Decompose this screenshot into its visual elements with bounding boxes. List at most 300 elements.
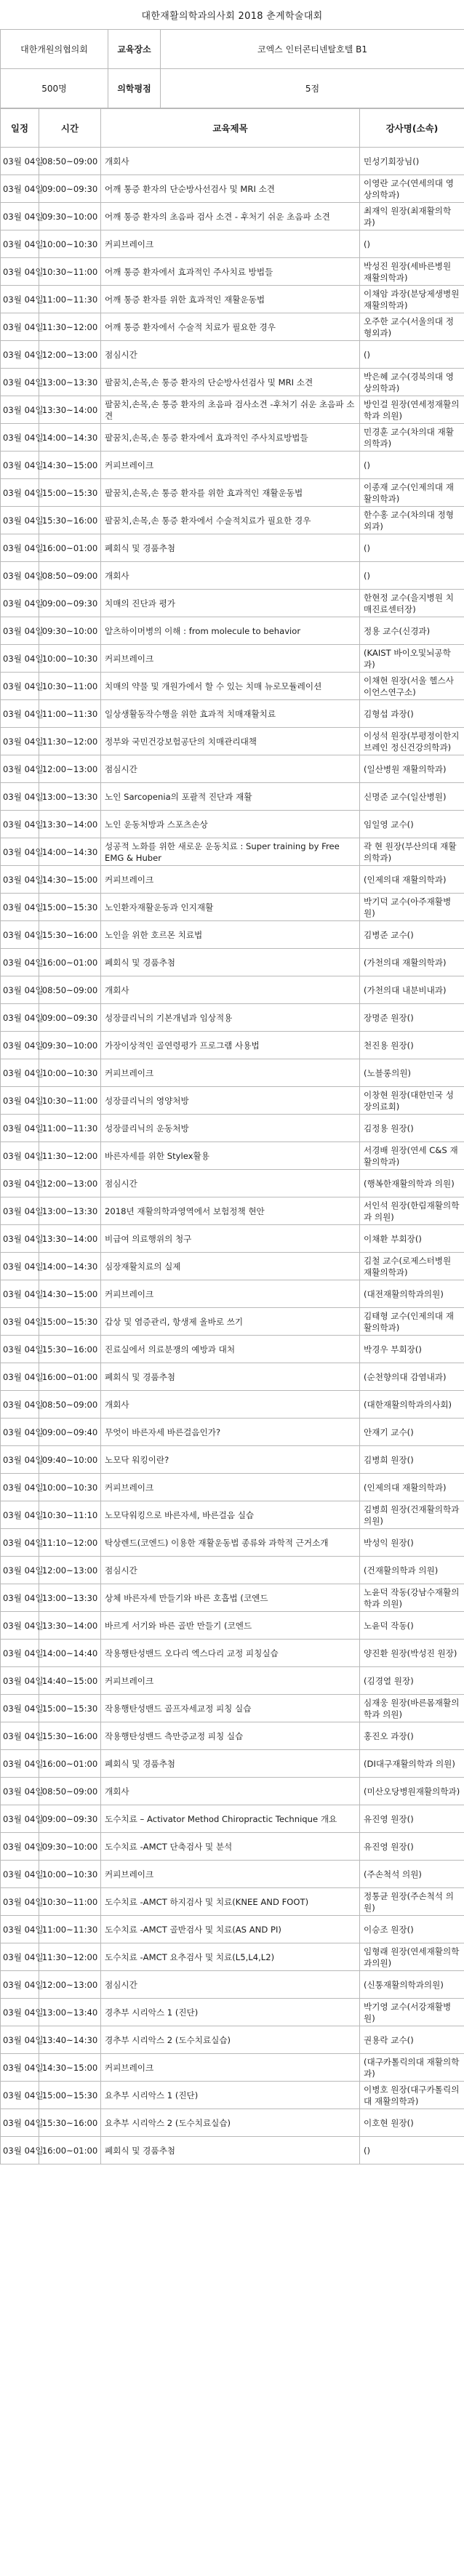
session-date: 03월 04일 xyxy=(1,1833,39,1861)
session-title: 작용행탄성밴드 측만증교정 피칭 실습 xyxy=(101,1722,360,1750)
session-time: 09:40~10:00 xyxy=(39,1446,101,1474)
session-time: 15:00~15:30 xyxy=(39,1308,101,1336)
session-title: 노인 Sarcopenia의 포괄적 진단과 재활 xyxy=(101,783,360,811)
schedule-row xyxy=(1,1695,464,1722)
session-time: 12:00~13:00 xyxy=(39,1557,101,1584)
session-date: 03월 04일 xyxy=(1,894,39,921)
session-speaker: 오주한 교수(서울의대 정형외과) xyxy=(360,313,464,341)
schedule-row xyxy=(1,2137,464,2164)
schedule-row xyxy=(1,230,464,258)
session-time: 16:00~01:00 xyxy=(39,1363,101,1391)
session-title: 심장재활치료의 실제 xyxy=(101,1253,360,1280)
session-time: 13:30~14:00 xyxy=(39,396,101,424)
session-title: 커피브레이크 xyxy=(101,1667,360,1695)
session-date: 03월 04일 xyxy=(1,645,39,673)
credit-label: 의학평점 xyxy=(108,69,161,108)
session-date: 03월 04일 xyxy=(1,534,39,562)
session-title: 도수치료 -AMCT 하지검사 및 치료(KNEE AND FOOT) xyxy=(101,1888,360,1916)
schedule-row xyxy=(1,2054,464,2082)
session-speaker: 안재기 교수() xyxy=(360,1419,464,1446)
session-time: 15:00~15:30 xyxy=(39,894,101,921)
session-date: 03월 04일 xyxy=(1,1087,39,1115)
schedule-row xyxy=(1,1474,464,1501)
session-date: 03월 04일 xyxy=(1,1032,39,1059)
session-date: 03월 04일 xyxy=(1,1336,39,1363)
schedule-table xyxy=(0,108,464,2164)
session-speaker: (가천의대 재활의학과) xyxy=(360,949,464,976)
attendees: 500명 xyxy=(1,69,108,108)
session-time: 12:00~13:00 xyxy=(39,1971,101,1999)
session-title: 개회사 xyxy=(101,148,360,175)
session-speaker: 서경배 원장(연세 C&S 재활의학과) xyxy=(360,1142,464,1170)
session-date: 03월 04일 xyxy=(1,1778,39,1805)
session-title: 정부와 국민건강보험공단의 치매관리대책 xyxy=(101,728,360,755)
session-time: 14:00~14:30 xyxy=(39,424,101,452)
session-time: 13:00~13:30 xyxy=(39,783,101,811)
schedule-row xyxy=(1,1501,464,1529)
session-speaker: 심재웅 원장(바른몸재활의학과 의원) xyxy=(360,1695,464,1722)
session-speaker: 박성진 원장(세바른병원 재활의학과) xyxy=(360,258,464,286)
session-speaker: 이종재 교수(인제의대 재활의학과) xyxy=(360,479,464,507)
session-date: 03월 04일 xyxy=(1,1722,39,1750)
session-date: 03월 04일 xyxy=(1,811,39,838)
session-time: 11:00~11:30 xyxy=(39,1916,101,1943)
session-time: 15:00~15:30 xyxy=(39,2082,101,2109)
session-title: 어깨 통증 환자의 단순방사선검사 및 MRI 소견 xyxy=(101,175,360,203)
schedule-row xyxy=(1,949,464,976)
session-time: 14:30~15:00 xyxy=(39,1280,101,1308)
schedule-row xyxy=(1,1170,464,1197)
session-title: 성공적 노화를 위한 새로운 운동치료 : Super training by Free EMG & Huber xyxy=(101,838,360,866)
session-speaker: () xyxy=(360,2137,464,2164)
session-title: 요추부 시리악스 1 (진단) xyxy=(101,2082,360,2109)
session-speaker: () xyxy=(360,562,464,590)
session-time: 09:30~10:00 xyxy=(39,617,101,645)
session-title: 커피브레이크 xyxy=(101,1861,360,1888)
session-title: 노모닥워킹으로 바른자세, 바른걸음 실습 xyxy=(101,1501,360,1529)
session-speaker: 박경우 부회장() xyxy=(360,1336,464,1363)
session-time: 13:30~14:00 xyxy=(39,1225,101,1253)
session-time: 15:30~16:00 xyxy=(39,1722,101,1750)
schedule-row xyxy=(1,894,464,921)
session-speaker: (일산병원 재활의학과) xyxy=(360,755,464,783)
schedule-row xyxy=(1,175,464,203)
session-title: 커피브레이크 xyxy=(101,645,360,673)
schedule-row xyxy=(1,617,464,645)
session-date: 03월 04일 xyxy=(1,396,39,424)
session-date: 03월 04일 xyxy=(1,1640,39,1667)
session-date: 03월 04일 xyxy=(1,2082,39,2109)
schedule-row xyxy=(1,700,464,728)
session-date: 03월 04일 xyxy=(1,1391,39,1419)
session-speaker: () xyxy=(360,534,464,562)
session-title: 커피브레이크 xyxy=(101,1474,360,1501)
session-time: 10:00~10:30 xyxy=(39,1474,101,1501)
session-time: 09:00~09:40 xyxy=(39,1419,101,1446)
session-title: 경추부 시리악스 1 (진단) xyxy=(101,1999,360,2026)
schedule-row xyxy=(1,1336,464,1363)
session-speaker: (대전재활의학과의원) xyxy=(360,1280,464,1308)
session-title: 무엇이 바른자세 바른걸음인가? xyxy=(101,1419,360,1446)
session-speaker: 노윤덕 작동() xyxy=(360,1612,464,1640)
schedule-row xyxy=(1,1446,464,1474)
session-title: 팔꿈치,손목,손 통증 환자에서 수술적치료가 필요한 경우 xyxy=(101,507,360,534)
session-time: 12:00~13:00 xyxy=(39,1170,101,1197)
session-speaker: 홍진오 과장() xyxy=(360,1722,464,1750)
schedule-row xyxy=(1,783,464,811)
session-date: 03월 04일 xyxy=(1,1197,39,1225)
session-date: 03월 04일 xyxy=(1,1253,39,1280)
session-date: 03월 04일 xyxy=(1,976,39,1004)
session-title: 개회사 xyxy=(101,1391,360,1419)
session-date: 03월 04일 xyxy=(1,148,39,175)
session-speaker: (DI대구재활의학과 의원) xyxy=(360,1750,464,1778)
session-date: 03월 04일 xyxy=(1,258,39,286)
session-time: 10:00~10:30 xyxy=(39,645,101,673)
header-date: 일정 xyxy=(1,109,39,148)
session-time: 11:00~11:30 xyxy=(39,1115,101,1142)
session-time: 10:00~10:30 xyxy=(39,230,101,258)
header-speaker: 강사명(소속) xyxy=(360,109,464,148)
session-speaker: (김경열 원장) xyxy=(360,1667,464,1695)
session-date: 03월 04일 xyxy=(1,1916,39,1943)
session-date: 03월 04일 xyxy=(1,1280,39,1308)
session-date: 03월 04일 xyxy=(1,230,39,258)
session-time: 14:00~14:30 xyxy=(39,1253,101,1280)
session-date: 03월 04일 xyxy=(1,728,39,755)
schedule-row xyxy=(1,534,464,562)
session-title: 상체 바른자세 만들기와 바른 호흡법 (코엔드 xyxy=(101,1584,360,1612)
session-time: 10:30~11:10 xyxy=(39,1501,101,1529)
session-speaker: 김병희 원장(건재활의학과 의원) xyxy=(360,1501,464,1529)
session-time: 15:30~16:00 xyxy=(39,507,101,534)
session-speaker: 정통균 원장(주손척석 의원) xyxy=(360,1888,464,1916)
session-speaker: 이채현 원장(서울 헬스사이언스연구소) xyxy=(360,673,464,700)
session-title: 요추부 시리악스 2 (도수치료실습) xyxy=(101,2109,360,2137)
session-title: 노인환자재활운동과 인지재활 xyxy=(101,894,360,921)
session-title: 개회사 xyxy=(101,976,360,1004)
session-date: 03월 04일 xyxy=(1,203,39,230)
schedule-row xyxy=(1,1253,464,1280)
schedule-row xyxy=(1,369,464,396)
session-title: 커피브레이크 xyxy=(101,1280,360,1308)
schedule-header-row xyxy=(1,109,464,148)
schedule-row xyxy=(1,2026,464,2054)
session-title: 성장클리닉의 기본개념과 임상적용 xyxy=(101,1004,360,1032)
session-title: 점심시간 xyxy=(101,1170,360,1197)
session-time: 13:00~13:30 xyxy=(39,1584,101,1612)
session-speaker: 김철 교수(로제스터병원 재활의학과) xyxy=(360,1253,464,1280)
session-time: 16:00~01:00 xyxy=(39,2137,101,2164)
session-speaker: 박기영 교수(서강재활병원) xyxy=(360,1999,464,2026)
session-time: 16:00~01:00 xyxy=(39,534,101,562)
session-title: 노모닥 워킹이란? xyxy=(101,1446,360,1474)
session-time: 08:50~09:00 xyxy=(39,1778,101,1805)
session-speaker: 천진용 원장() xyxy=(360,1032,464,1059)
schedule-row xyxy=(1,673,464,700)
session-title: 갑상 및 염증관리, 항생제 올바로 쓰기 xyxy=(101,1308,360,1336)
session-date: 03월 04일 xyxy=(1,286,39,313)
session-speaker: 김태형 교수(인제의대 재활의학과) xyxy=(360,1308,464,1336)
session-date: 03월 04일 xyxy=(1,1943,39,1971)
session-title: 일상생활동작수행을 위한 효과적 치매재활치료 xyxy=(101,700,360,728)
session-speaker: 이채암 과장(분당제생병원 재활의학과) xyxy=(360,286,464,313)
session-time: 12:00~13:00 xyxy=(39,341,101,369)
session-speaker: (대구카톨릭의대 재활의학과) xyxy=(360,2054,464,2082)
session-date: 03월 04일 xyxy=(1,1474,39,1501)
session-title: 폐회식 및 경품추첨 xyxy=(101,949,360,976)
session-date: 03월 04일 xyxy=(1,1529,39,1557)
organizer: 대한개원의협의회 xyxy=(1,30,108,69)
session-title: 폐회식 및 경품추첨 xyxy=(101,2137,360,2164)
schedule-row xyxy=(1,1888,464,1916)
session-title: 커피브레이크 xyxy=(101,452,360,479)
session-title: 점심시간 xyxy=(101,1557,360,1584)
session-time: 11:00~11:30 xyxy=(39,700,101,728)
session-date: 03월 04일 xyxy=(1,1612,39,1640)
session-time: 14:00~14:40 xyxy=(39,1640,101,1667)
session-title: 팔꿈치,손목,손 통증 환자의 초음파 검사소견 -후처기 쉬운 초음파 소견 xyxy=(101,396,360,424)
session-speaker: 정용 교수(신경과) xyxy=(360,617,464,645)
session-time: 11:30~12:00 xyxy=(39,728,101,755)
schedule-row xyxy=(1,479,464,507)
schedule-row xyxy=(1,1363,464,1391)
schedule-row xyxy=(1,1419,464,1446)
session-date: 03월 04일 xyxy=(1,617,39,645)
session-time: 10:30~11:00 xyxy=(39,258,101,286)
session-date: 03월 04일 xyxy=(1,1059,39,1087)
session-date: 03월 04일 xyxy=(1,1446,39,1474)
schedule-row xyxy=(1,286,464,313)
session-time: 13:00~13:30 xyxy=(39,369,101,396)
schedule-row xyxy=(1,1142,464,1170)
session-title: 경추부 시리악스 2 (도수치료실습) xyxy=(101,2026,360,2054)
session-date: 03월 04일 xyxy=(1,1999,39,2026)
session-date: 03월 04일 xyxy=(1,590,39,617)
schedule-row xyxy=(1,1833,464,1861)
session-title: 도수치료 -AMCT 골반검사 및 치료(AS AND PI) xyxy=(101,1916,360,1943)
schedule-row xyxy=(1,1943,464,1971)
venue: 코엑스 인터콘티넨탈호텔 B1 xyxy=(161,30,464,69)
session-time: 15:30~16:00 xyxy=(39,921,101,949)
session-title: 2018년 재활의학과영역에서 보험정책 현안 xyxy=(101,1197,360,1225)
session-time: 15:30~16:00 xyxy=(39,2109,101,2137)
session-title: 개회사 xyxy=(101,1778,360,1805)
session-time: 09:00~09:30 xyxy=(39,1805,101,1833)
schedule-row xyxy=(1,507,464,534)
session-speaker: (노블롱의원) xyxy=(360,1059,464,1087)
session-speaker: (신통재활의학과의원) xyxy=(360,1971,464,1999)
schedule-row xyxy=(1,562,464,590)
schedule-row xyxy=(1,1722,464,1750)
session-time: 08:50~09:00 xyxy=(39,1391,101,1419)
venue-label: 교육장소 xyxy=(108,30,161,69)
schedule-row xyxy=(1,1612,464,1640)
session-time: 16:00~01:00 xyxy=(39,1750,101,1778)
event-info-table xyxy=(0,29,464,108)
schedule-row xyxy=(1,1999,464,2026)
schedule-row xyxy=(1,728,464,755)
schedule-row xyxy=(1,1059,464,1087)
session-time: 10:30~11:00 xyxy=(39,1888,101,1916)
schedule-row xyxy=(1,976,464,1004)
session-time: 15:00~15:30 xyxy=(39,1695,101,1722)
session-speaker: 한현정 교수(을지병원 치매진료센터장) xyxy=(360,590,464,617)
session-speaker: (순천향의대 감염내과) xyxy=(360,1363,464,1391)
session-time: 13:30~14:00 xyxy=(39,811,101,838)
session-time: 14:30~15:00 xyxy=(39,2054,101,2082)
session-title: 진료실에서 의료분쟁의 예방과 대처 xyxy=(101,1336,360,1363)
session-speaker: (인제의대 재활의학과) xyxy=(360,1474,464,1501)
session-speaker: 김병준 교수() xyxy=(360,921,464,949)
session-speaker: () xyxy=(360,341,464,369)
session-title: 팔꿈치,손목,손 통증 환자를 위한 효과적인 재활운동법 xyxy=(101,479,360,507)
schedule-row xyxy=(1,1529,464,1557)
session-title: 치매의 약물 및 개원가에서 할 수 있는 치매 뉴로모듈레이션 xyxy=(101,673,360,700)
session-date: 03월 04일 xyxy=(1,562,39,590)
session-speaker: 박기덕 교수(아주재활병원) xyxy=(360,894,464,921)
schedule-row xyxy=(1,313,464,341)
schedule-row xyxy=(1,1087,464,1115)
schedule-row xyxy=(1,1805,464,1833)
session-title: 폐회식 및 경품추첨 xyxy=(101,1363,360,1391)
session-date: 03월 04일 xyxy=(1,1142,39,1170)
session-speaker: 장명준 원장() xyxy=(360,1004,464,1032)
session-date: 03월 04일 xyxy=(1,507,39,534)
session-time: 09:00~09:30 xyxy=(39,1004,101,1032)
session-speaker: 김병희 원장() xyxy=(360,1446,464,1474)
session-time: 10:00~10:30 xyxy=(39,1059,101,1087)
session-time: 11:30~12:00 xyxy=(39,1943,101,1971)
session-time: 13:00~13:40 xyxy=(39,1999,101,2026)
schedule-row xyxy=(1,1667,464,1695)
schedule-row xyxy=(1,1916,464,1943)
session-date: 03월 04일 xyxy=(1,1115,39,1142)
session-speaker: 방인걸 원장(연세정재활의학과 의원) xyxy=(360,396,464,424)
session-time: 14:30~15:00 xyxy=(39,452,101,479)
session-date: 03월 04일 xyxy=(1,1004,39,1032)
schedule-row xyxy=(1,1115,464,1142)
session-speaker: () xyxy=(360,452,464,479)
schedule-row xyxy=(1,1861,464,1888)
schedule-row xyxy=(1,452,464,479)
session-speaker: (건재활의학과 의원) xyxy=(360,1557,464,1584)
session-date: 03월 04일 xyxy=(1,341,39,369)
session-title: 노인 운동처방과 스포츠손상 xyxy=(101,811,360,838)
session-time: 16:00~01:00 xyxy=(39,949,101,976)
session-time: 10:30~11:00 xyxy=(39,1087,101,1115)
session-time: 09:00~09:30 xyxy=(39,175,101,203)
session-title: 치매의 진단과 평가 xyxy=(101,590,360,617)
session-speaker: 박성익 원장() xyxy=(360,1529,464,1557)
header-title: 교육제목 xyxy=(101,109,360,148)
session-title: 작용행탄성밴드 오다리 엑스다리 교정 피칭실습 xyxy=(101,1640,360,1667)
session-speaker: 김형섭 과장() xyxy=(360,700,464,728)
session-time: 09:30~10:00 xyxy=(39,1833,101,1861)
schedule-row xyxy=(1,1280,464,1308)
session-speaker: 이창현 원장(대한민국 성장의료회) xyxy=(360,1087,464,1115)
session-speaker: 노윤덕 작동(강남수재활의학과 의원) xyxy=(360,1584,464,1612)
session-date: 03월 04일 xyxy=(1,2054,39,2082)
session-title: 도수치료 -AMCT 단축검사 및 분석 xyxy=(101,1833,360,1861)
session-title: 커피브레이크 xyxy=(101,230,360,258)
session-date: 03월 04일 xyxy=(1,949,39,976)
session-time: 11:00~11:30 xyxy=(39,286,101,313)
session-speaker: 유진영 원장() xyxy=(360,1833,464,1861)
schedule-row xyxy=(1,1391,464,1419)
schedule-row xyxy=(1,921,464,949)
session-date: 03월 04일 xyxy=(1,1308,39,1336)
schedule-row xyxy=(1,1778,464,1805)
session-title: 알츠하이머병의 이해 : from molecule to behavior xyxy=(101,617,360,645)
session-time: 08:50~09:00 xyxy=(39,562,101,590)
session-date: 03월 04일 xyxy=(1,2137,39,2164)
schedule-row xyxy=(1,203,464,230)
credit: 5점 xyxy=(161,69,464,108)
session-title: 비급여 의료행위의 청구 xyxy=(101,1225,360,1253)
session-date: 03월 04일 xyxy=(1,1667,39,1695)
session-title: 성장클리닉의 운동처방 xyxy=(101,1115,360,1142)
session-date: 03월 04일 xyxy=(1,1225,39,1253)
schedule-row xyxy=(1,1308,464,1336)
session-speaker: 신명준 교수(일산병원) xyxy=(360,783,464,811)
session-title: 성장클리닉의 영양처방 xyxy=(101,1087,360,1115)
session-speaker: (KAIST 바이오및뇌공학과) xyxy=(360,645,464,673)
session-title: 도수치료 -AMCT 요추검사 및 치료(L5,L4,L2) xyxy=(101,1943,360,1971)
session-title: 탁상렌드(코엔드) 이용한 재활운동법 종류와 과학적 근거소개 xyxy=(101,1529,360,1557)
session-time: 08:50~09:00 xyxy=(39,148,101,175)
session-title: 어깨 통증 환자에서 수술적 치료가 필요한 경우 xyxy=(101,313,360,341)
session-time: 15:30~16:00 xyxy=(39,1336,101,1363)
schedule-row xyxy=(1,2082,464,2109)
session-time: 13:00~13:30 xyxy=(39,1197,101,1225)
schedule-row xyxy=(1,1557,464,1584)
session-date: 03월 04일 xyxy=(1,673,39,700)
session-time: 13:40~14:30 xyxy=(39,2026,101,2054)
session-date: 03월 04일 xyxy=(1,2026,39,2054)
schedule-row xyxy=(1,148,464,175)
session-speaker: (주손척석 의원) xyxy=(360,1861,464,1888)
schedule-row xyxy=(1,1584,464,1612)
session-date: 03월 04일 xyxy=(1,921,39,949)
header-time: 시간 xyxy=(39,109,101,148)
session-time: 14:00~14:30 xyxy=(39,838,101,866)
schedule-row xyxy=(1,424,464,452)
session-time: 10:00~10:30 xyxy=(39,1861,101,1888)
session-speaker: 임일영 교수() xyxy=(360,811,464,838)
session-time: 12:00~13:00 xyxy=(39,755,101,783)
session-title: 개회사 xyxy=(101,562,360,590)
session-speaker: 이채환 부회장() xyxy=(360,1225,464,1253)
session-speaker: (행복한재활의학과 의원) xyxy=(360,1170,464,1197)
session-speaker: 이병호 원장(대구카톨릭의대 재활의학과) xyxy=(360,2082,464,2109)
session-time: 09:00~09:30 xyxy=(39,590,101,617)
session-time: 09:30~10:00 xyxy=(39,203,101,230)
schedule-row xyxy=(1,645,464,673)
session-speaker: 양진환 원장(박성진 원장) xyxy=(360,1640,464,1667)
session-title: 커피브레이크 xyxy=(101,1059,360,1087)
schedule-row xyxy=(1,1225,464,1253)
session-time: 11:10~12:00 xyxy=(39,1529,101,1557)
schedule-row xyxy=(1,258,464,286)
session-speaker: 이승조 원장() xyxy=(360,1916,464,1943)
schedule-row xyxy=(1,341,464,369)
session-title: 도수치료 – Activator Method Chiropractic Technique 개요 xyxy=(101,1805,360,1833)
session-date: 03월 04일 xyxy=(1,838,39,866)
session-speaker: 유진영 원장() xyxy=(360,1805,464,1833)
session-speaker: 민경훈 교수(차의대 재활의학과) xyxy=(360,424,464,452)
session-date: 03월 04일 xyxy=(1,313,39,341)
